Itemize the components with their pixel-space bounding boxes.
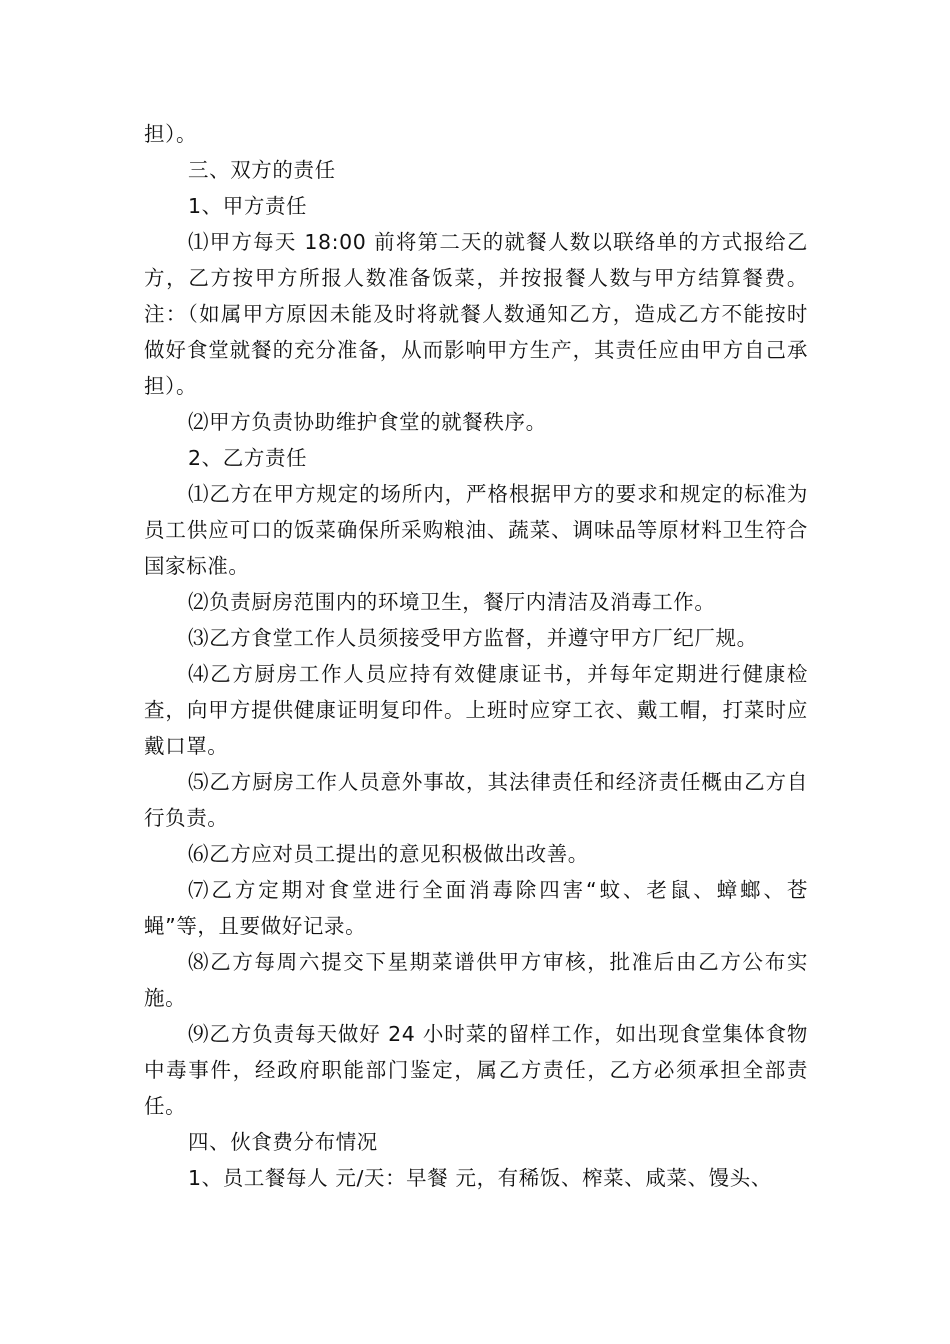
- clause-b-7: ⑺乙方定期对食堂进行全面消毒除四害“蚊、老鼠、蟑螂、苍蝇”等，且要做好记录。: [144, 878, 808, 938]
- fee-item-1: 1、员工餐每人 元/天：早餐 元，有稀饭、榨菜、咸菜、馒头、: [188, 1166, 772, 1190]
- document-body: [144, 116, 808, 1196]
- clause-b-2: ⑵负责厨房范围内的环境卫生，餐厅内清洁及消毒工作。: [188, 590, 716, 614]
- section-heading-responsibilities: 三、双方的责任: [188, 158, 336, 182]
- clause-b-6: ⑹乙方应对员工提出的意见积极做出改善。: [188, 842, 589, 866]
- clause-b-5: ⑸乙方厨房工作人员意外事故，其法律责任和经济责任概由乙方自行负责。: [144, 770, 808, 830]
- clause-b-3: ⑶乙方食堂工作人员须接受甲方监督，并遵守甲方厂纪厂规。: [188, 626, 758, 650]
- clause-b-4: ⑷乙方厨房工作人员应持有效健康证书，并每年定期进行健康检查，向甲方提供健康证明复印件。上班时应穿工衣、戴工帽，打菜时应戴口罩。: [144, 662, 808, 758]
- subheading-party-b: 2、乙方责任: [188, 446, 308, 470]
- clause-a-1: ⑴甲方每天 18:00 前将第二天的就餐人数以联络单的方式报给乙方，乙方按甲方所报人数准备饭菜，并按报餐人数与甲方结算餐费。注：（如属甲方原因未能及时将就餐人数通知乙方，造成乙方不能按时做好食堂就餐的充分准备，从而影响甲方生产，其责任应由甲方自己承担）。: [144, 230, 808, 398]
- clause-b-8: ⑻乙方每周六提交下星期菜谱供甲方审核，批准后由乙方公布实施。: [144, 950, 808, 1010]
- paragraph-continuation: 担）。: [144, 122, 198, 146]
- section-heading-meal-fees: 四、伙食费分布情况: [188, 1130, 378, 1154]
- clause-b-1: ⑴乙方在甲方规定的场所内，严格根据甲方的要求和规定的标准为员工供应可口的饭菜确保所采购粮油、蔬菜、调味品等原材料卫生符合国家标准。: [144, 482, 808, 578]
- clause-b-9: ⑼乙方负责每天做好 24 小时菜的留样工作，如出现食堂集体食物中毒事件，经政府职能部门鉴定，属乙方责任，乙方必须承担全部责任。: [144, 1022, 808, 1118]
- subheading-party-a: 1、甲方责任: [188, 194, 308, 218]
- clause-a-2: ⑵甲方负责协助维护食堂的就餐秩序。: [188, 410, 547, 434]
